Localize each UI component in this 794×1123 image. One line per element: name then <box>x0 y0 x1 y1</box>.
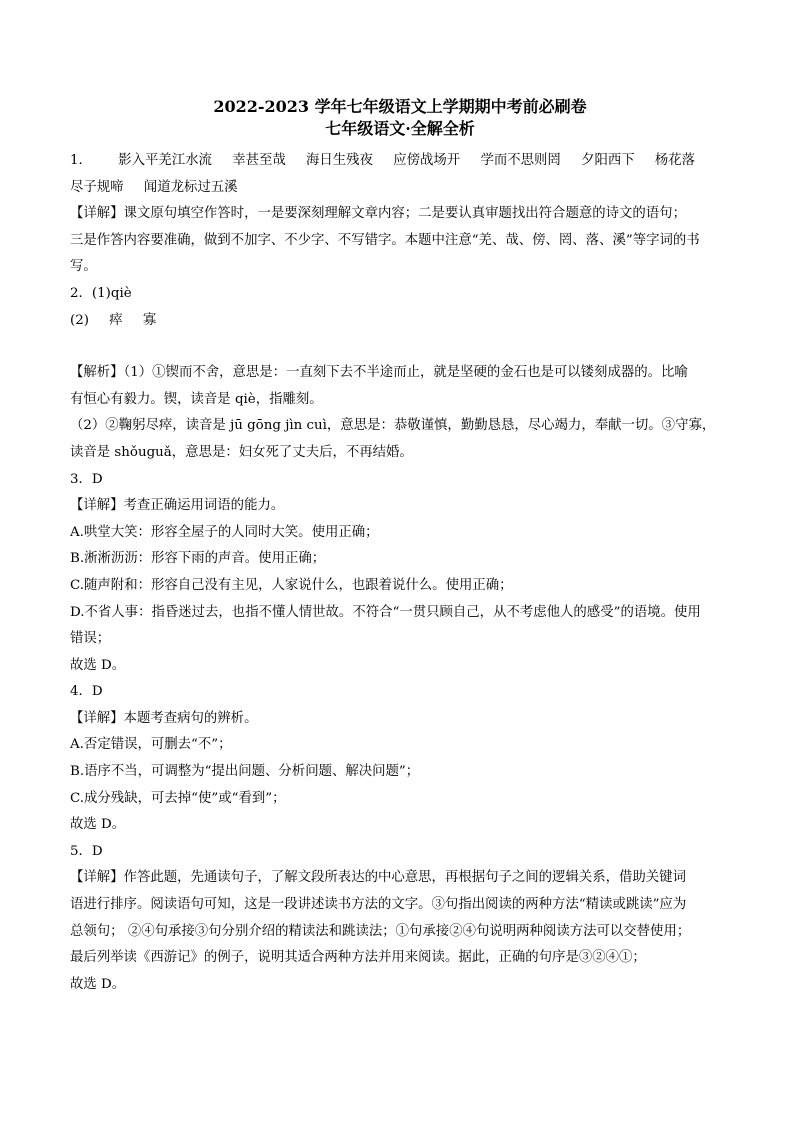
q4-detail-line: B.语序不当，可调整为“提出问题、分析问题、解决问题”； <box>70 764 420 780</box>
q4-answer-line: 4．D <box>70 684 103 700</box>
q3-detail-line: 【详解】考查正确运用词语的能力。 <box>70 498 285 514</box>
q3-detail-line: 故选 D。 <box>70 657 126 673</box>
q3-answer-line: 3．D <box>70 471 103 487</box>
q3-detail-line: B.淅淅沥沥：形容下雨的声音。使用正确； <box>70 551 326 567</box>
q1-answer: 闻道龙标过五溪 <box>143 179 238 195</box>
answers-body <box>70 148 730 998</box>
q1-answer: 影入平羌江水流 <box>118 153 212 168</box>
q1-answer: 应傍战场开 <box>393 153 461 168</box>
q4-detail-line: 故选 D。 <box>70 817 126 833</box>
q5-detail-line: 【详解】作答此题，先通读句子，了解文段所表达的中心意思，再根据句子之间的逻辑关系，借助关键词 <box>70 870 686 886</box>
q2-detail-line: 【解析】（1）①锲而不舍，意思是：一直刻下去不半途而止，就是坚硬的金石也是可以镂刻成器的。比喻 <box>70 365 688 381</box>
q3-detail-line: C.随声附和：形容自己没有主见，人家说什么，也跟着说什么。使用正确； <box>70 577 513 593</box>
q3-detail-line: D.不省人事：指昏迷过去，也指不懂人情世故。不符合“一贯只顾自己，从不考虑他人的感受”的语境。使用 <box>70 604 701 620</box>
document-page <box>70 96 730 998</box>
q2-detail-line: （2）②鞠躬尽瘁，读音是 jū gōng jìn cuì，意思是：恭敬谨慎，勤勤恳恳，尽心竭力，奉献一切。③守寡， <box>70 418 716 434</box>
q2-detail-line: 有恒心有毅力。锲，读音是 qiè，指雕刻。 <box>70 391 323 407</box>
q1-answer-line-2 <box>70 175 730 202</box>
title-line-2: 七年级语文·全解全析 <box>325 119 475 138</box>
q4-detail-line: A.否定错误，可删去“不”； <box>70 737 232 753</box>
q1-answer-line <box>70 148 730 175</box>
q5-detail-line: 故选 D。 <box>70 976 126 992</box>
q1-answer: 幸甚至哉 <box>232 153 286 168</box>
q1-answer: 杨花落 <box>654 153 696 168</box>
q5-detail-line: 语进行排序。阅读语句可知，这是一段讲述读书方法的文字。③句指出阅读的两种方法“精读或跳读”应为 <box>70 897 687 913</box>
q1-detail-line: 三是作答内容要准确，做到不加字、不少字、不写错字。本题中注意“羌、哉、傍、罔、落、溪”等字词的书 <box>70 232 700 248</box>
q1-number: 1． <box>70 153 92 168</box>
q2-detail-line: 读音是 shǒuguǎ，意思是：妇女死了丈夫后，不再结婚。 <box>70 444 413 460</box>
q1-answer: 夕阳西下 <box>581 153 635 168</box>
q2-subanswer-line <box>70 308 730 335</box>
q1-detail-line: 【详解】课文原句填空作答时，一是要深刻理解文章内容；二是要认真审题找出符合题意的诗文的语句； <box>70 206 686 222</box>
blank-spacer <box>70 334 730 360</box>
document-title <box>70 96 730 140</box>
q1-answer: 海日生残夜 <box>306 153 373 168</box>
q1-answer: 学而不思则罔 <box>480 153 561 168</box>
q5-answer-line: 5．D <box>70 843 103 859</box>
q5-detail-line: 最后列举读《西游记》的例子，说明其适合两种方法并用来阅读。据此，正确的句序是③②④①； <box>70 950 646 966</box>
q3-detail-line: 错误； <box>70 631 111 647</box>
q4-detail-line: C.成分残缺，可去掉“使”或“看到”； <box>70 790 286 806</box>
q1-answer: 尽子规啼 <box>70 179 124 195</box>
q4-detail-line: 【详解】本题考查病句的辨析。 <box>70 710 258 726</box>
title-line-1: 2022-2023 学年七年级语文上学期期中考前必刷卷 <box>213 97 587 116</box>
q2-sub-answer: 寡 <box>142 312 157 328</box>
q2-sub-number: (2) <box>70 312 89 328</box>
q5-detail-line: 总领句； ②④句承接③句分别介绍的精读法和跳读法；①句承接②④句说明两种阅读方法可以交替使用； <box>70 923 691 939</box>
q2-answer-line: 2．(1)qiè <box>70 285 132 301</box>
q1-detail-line: 写。 <box>70 259 97 275</box>
q2-sub-answer: 瘁 <box>109 312 123 328</box>
q3-detail-line: A.哄堂大笑：形容全屋子的人同时大笑。使用正确； <box>70 524 379 540</box>
